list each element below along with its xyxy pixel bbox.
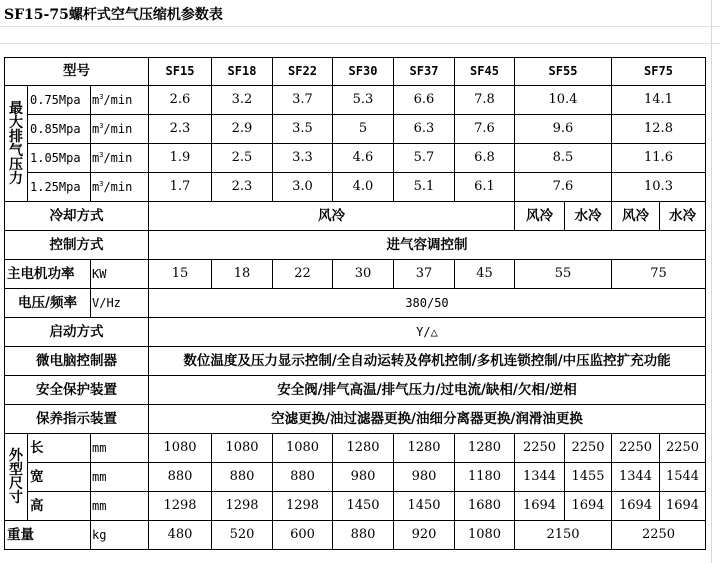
height-unit: mm — [91, 492, 149, 521]
flow-cell: 10.4 — [515, 86, 612, 115]
maintenance-label: 保养指示装置 — [5, 405, 149, 434]
width-cell: 1344 — [515, 463, 565, 492]
pressure-group-label: 最 大 排 气 压 力 — [5, 86, 28, 202]
pressure-label: 0.85Mpa — [28, 115, 91, 144]
maintenance-value: 空滤更换/油过滤器更换/油细分离器更换/润滑油更换 — [149, 405, 706, 434]
weight-unit: kg — [91, 521, 149, 550]
table-row — [5, 231, 706, 260]
cooling-value: 风冷 — [612, 202, 660, 231]
width-unit: mm — [91, 463, 149, 492]
flow-cell: 2.3 — [149, 115, 212, 144]
table-row — [5, 463, 706, 492]
flow-cell: 8.5 — [515, 144, 612, 173]
voltage-label: 电压/频率 — [5, 289, 91, 318]
motor-cell: 22 — [273, 260, 333, 289]
cooling-value: 水冷 — [565, 202, 612, 231]
flow-cell: 3.2 — [212, 86, 273, 115]
height-cell: 1694 — [660, 492, 706, 521]
table-row — [5, 434, 706, 463]
motor-cell: 45 — [455, 260, 515, 289]
model-cell: SF37 — [394, 58, 455, 86]
start-label: 启动方式 — [5, 318, 149, 347]
height-cell: 1450 — [394, 492, 455, 521]
width-cell: 880 — [212, 463, 273, 492]
width-cell: 1455 — [565, 463, 612, 492]
table-row — [5, 202, 706, 231]
motor-cell: 75 — [612, 260, 706, 289]
cooling-label: 冷却方式 — [5, 202, 149, 231]
voltage-value: 380/50 — [149, 289, 706, 318]
weight-cell: 2250 — [612, 521, 706, 550]
length-cell: 2250 — [565, 434, 612, 463]
length-cell: 1080 — [273, 434, 333, 463]
motor-cell: 18 — [212, 260, 273, 289]
flow-cell: 3.7 — [273, 86, 333, 115]
width-cell: 980 — [333, 463, 394, 492]
flow-cell: 12.8 — [612, 115, 706, 144]
cooling-value: 风冷 — [515, 202, 565, 231]
model-cell: SF55 — [515, 58, 612, 86]
table-row — [5, 521, 706, 550]
pressure-label: 1.05Mpa — [28, 144, 91, 173]
flow-cell: 14.1 — [612, 86, 706, 115]
flow-cell: 7.6 — [515, 173, 612, 202]
motor-cell: 15 — [149, 260, 212, 289]
table-row — [5, 492, 706, 521]
weight-cell: 1080 — [455, 521, 515, 550]
flow-cell: 6.1 — [455, 173, 515, 202]
height-label: 高 — [28, 492, 91, 521]
weight-cell: 920 — [394, 521, 455, 550]
flow-cell: 1.9 — [149, 144, 212, 173]
flow-cell: 2.3 — [212, 173, 273, 202]
length-cell: 2250 — [660, 434, 706, 463]
voltage-unit: V/Hz — [91, 289, 149, 318]
flow-cell: 4.6 — [333, 144, 394, 173]
flow-cell: 9.6 — [515, 115, 612, 144]
flow-cell: 11.6 — [612, 144, 706, 173]
weight-cell: 520 — [212, 521, 273, 550]
model-header: 型号 — [5, 58, 149, 86]
safety-value: 安全阀/排气高温/排气压力/过电流/缺相/欠相/逆相 — [149, 376, 706, 405]
table-row — [5, 347, 706, 376]
controller-value: 数位温度及压力显示控制/全自动运转及停机控制/多机连锁控制/中压监控扩充功能 — [149, 347, 706, 376]
cooling-value: 风冷 — [149, 202, 515, 231]
height-cell: 1680 — [455, 492, 515, 521]
length-label: 长 — [28, 434, 91, 463]
height-cell: 1694 — [515, 492, 565, 521]
height-cell: 1298 — [212, 492, 273, 521]
flow-cell: 3.5 — [273, 115, 333, 144]
length-cell: 1280 — [394, 434, 455, 463]
flow-cell: 1.7 — [149, 173, 212, 202]
flow-cell: 5.3 — [333, 86, 394, 115]
weight-cell: 880 — [333, 521, 394, 550]
flow-cell: 3.0 — [273, 173, 333, 202]
pressure-label: 1.25Mpa — [28, 173, 91, 202]
width-cell: 880 — [273, 463, 333, 492]
model-cell: SF22 — [273, 58, 333, 86]
table-row — [5, 173, 706, 202]
grid-line — [711, 0, 712, 563]
weight-label: 重量 — [5, 521, 91, 550]
motor-label: 主电机功率 — [5, 260, 91, 289]
weight-cell: 480 — [149, 521, 212, 550]
pressure-label: 0.75Mpa — [28, 86, 91, 115]
model-cell: SF45 — [455, 58, 515, 86]
weight-cell: 600 — [273, 521, 333, 550]
height-cell: 1298 — [273, 492, 333, 521]
flow-cell: 5 — [333, 115, 394, 144]
flow-cell: 6.6 — [394, 86, 455, 115]
flow-cell: 2.5 — [212, 144, 273, 173]
motor-cell: 30 — [333, 260, 394, 289]
model-cell: SF18 — [212, 58, 273, 86]
table-row — [5, 289, 706, 318]
flow-unit: $m^3/\min$ — [91, 115, 149, 144]
spec-table — [4, 57, 706, 550]
width-cell: 1180 — [455, 463, 515, 492]
height-cell: 1694 — [565, 492, 612, 521]
flow-unit: $m^3/\min$ — [91, 144, 149, 173]
flow-unit: $m^3/\min$ — [91, 173, 149, 202]
width-cell: 880 — [149, 463, 212, 492]
safety-label: 安全保护装置 — [5, 376, 149, 405]
flow-cell: 7.8 — [455, 86, 515, 115]
flow-cell: 2.9 — [212, 115, 273, 144]
table-row — [5, 405, 706, 434]
flow-cell: 7.6 — [455, 115, 515, 144]
dimensions-group-label: 外 型 尺 寸 — [5, 434, 28, 521]
grid-line — [0, 26, 720, 27]
width-cell: 1344 — [612, 463, 660, 492]
start-value: Y/△ — [149, 318, 706, 347]
table-row — [5, 260, 706, 289]
flow-cell: 6.8 — [455, 144, 515, 173]
cooling-value: 水冷 — [660, 202, 706, 231]
control-value: 进气容调控制 — [149, 231, 706, 260]
length-cell: 1280 — [455, 434, 515, 463]
sheet-title: SF15-75螺杆式空气压缩机参数表 — [4, 7, 223, 23]
table-row — [5, 86, 706, 115]
table-row — [5, 376, 706, 405]
width-cell: 980 — [394, 463, 455, 492]
motor-unit: KW — [91, 260, 149, 289]
length-cell: 2250 — [515, 434, 565, 463]
flow-cell: 2.6 — [149, 86, 212, 115]
flow-cell: 10.3 — [612, 173, 706, 202]
length-cell: 1280 — [333, 434, 394, 463]
width-label: 宽 — [28, 463, 91, 492]
grid-line — [0, 43, 720, 44]
model-cell: SF30 — [333, 58, 394, 86]
length-cell: 1080 — [149, 434, 212, 463]
model-cell: SF15 — [149, 58, 212, 86]
motor-cell: 37 — [394, 260, 455, 289]
table-row — [5, 115, 706, 144]
flow-cell: 6.3 — [394, 115, 455, 144]
length-unit: mm — [91, 434, 149, 463]
flow-cell: 3.3 — [273, 144, 333, 173]
model-cell: SF75 — [612, 58, 706, 86]
table-row — [5, 144, 706, 173]
control-label: 控制方式 — [5, 231, 149, 260]
table-row — [5, 318, 706, 347]
length-cell: 2250 — [612, 434, 660, 463]
weight-cell: 2150 — [515, 521, 612, 550]
length-cell: 1080 — [212, 434, 273, 463]
flow-cell: 5.1 — [394, 173, 455, 202]
height-cell: 1450 — [333, 492, 394, 521]
flow-cell: 5.7 — [394, 144, 455, 173]
table-row — [5, 58, 706, 86]
motor-cell: 55 — [515, 260, 612, 289]
height-cell: 1694 — [612, 492, 660, 521]
height-cell: 1298 — [149, 492, 212, 521]
flow-unit: $m^3/\min$ — [91, 86, 149, 115]
width-cell: 1544 — [660, 463, 706, 492]
controller-label: 微电脑控制器 — [5, 347, 149, 376]
flow-cell: 4.0 — [333, 173, 394, 202]
